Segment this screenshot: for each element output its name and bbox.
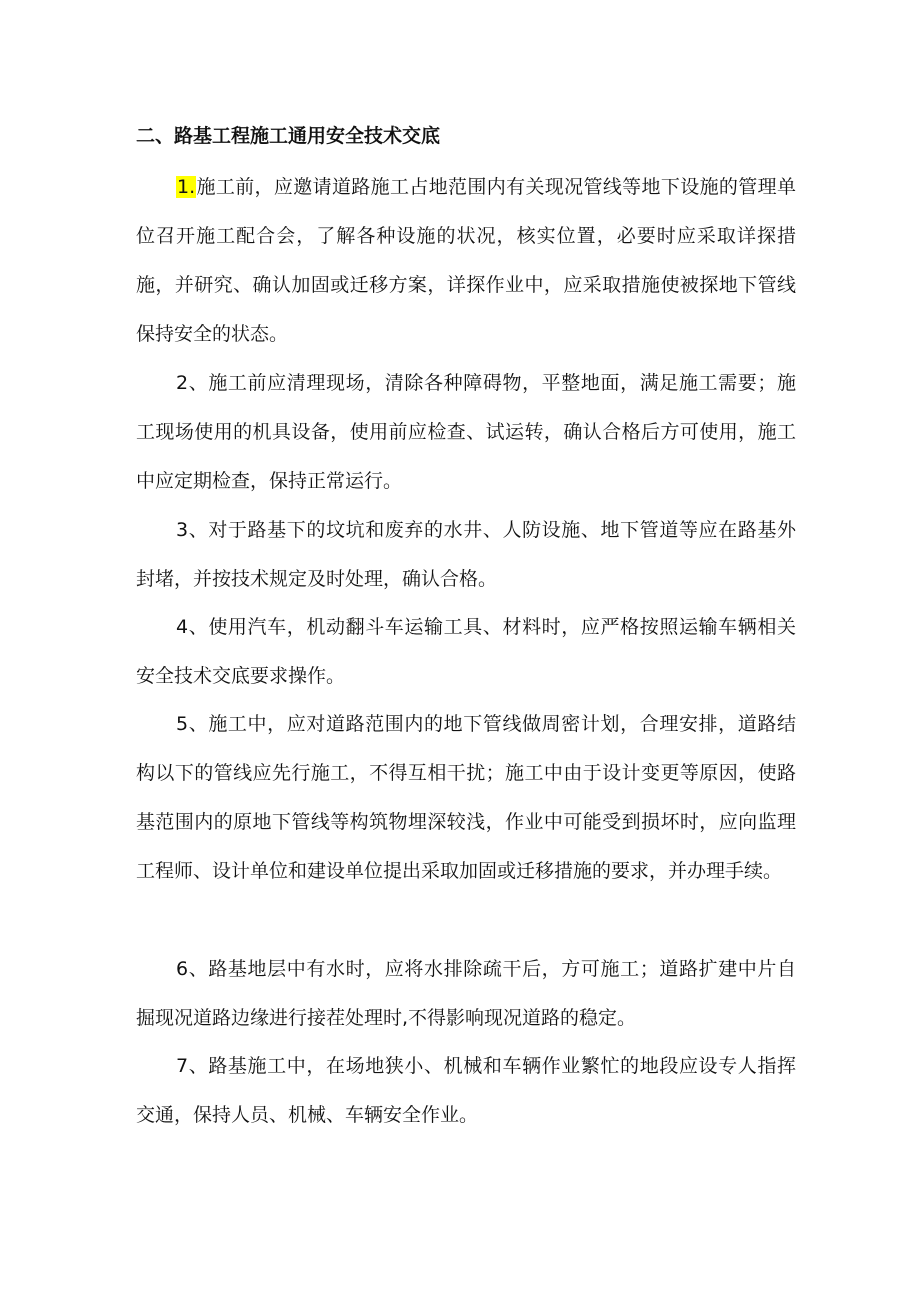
- paragraph-number: 2、: [176, 372, 209, 394]
- paragraph-text: 路基施工中，在场地狭小、机械和车辆作业繁忙的地段应设专人指挥交通，保持人员、机械、车辆安全作业。: [136, 1055, 796, 1126]
- paragraph-text: 对于路基下的坟坑和废弃的水井、人防设施、地下管道等应在路基外封堵，并按技术规定及时处理，确认合格。: [136, 519, 796, 590]
- paragraph-number: 4、: [176, 616, 209, 638]
- paragraph-4: [136, 603, 796, 701]
- paragraph-7: [136, 1042, 796, 1140]
- highlighted-number: 1.: [177, 176, 196, 198]
- paragraph-5: [136, 700, 796, 896]
- paragraph-text: 使用汽车，机动翻斗车运输工具、材料时，应严格按照运输车辆相关安全技术交底要求操作。: [136, 616, 796, 687]
- section-heading: 二、路基工程施工通用安全技术交底: [136, 125, 441, 147]
- paragraph-6: [136, 945, 796, 1043]
- paragraph-text: 路基地层中有水时，应将水排除疏干后，方可施工；道路扩建中片自掘现况道路边缘进行接茬处理时,不得影响现况道路的稳定。: [136, 958, 796, 1029]
- paragraph-number: 5、: [176, 713, 209, 735]
- paragraph-3: [136, 506, 796, 604]
- paragraph-number: 3、: [176, 519, 209, 541]
- paragraph-1: [136, 163, 796, 359]
- paragraph-2: [136, 359, 796, 506]
- paragraph-number: 6、: [176, 958, 209, 980]
- paragraph-text: 施工前，应邀请道路施工占地范围内有关现况管线等地下设施的管理单位召开施工配合会，了解各种设施的状况，核实位置，必要时应采取详探措施，并研究、确认加固或迁移方案，详探作业中，应采取措施使被探地下管线保持安全的状态。: [136, 176, 796, 345]
- paragraph-text: 施工前应清理现场，清除各种障碍物，平整地面，满足施工需要；施工现场使用的机具设备，使用前应检查、试运转，确认合格后方可使用，施工中应定期检查，保持正常运行。: [136, 372, 796, 492]
- paragraph-text: 施工中，应对道路范围内的地下管线做周密计划，合理安排，道路结构以下的管线应先行施工，不得互相干扰；施工中由于设计变更等原因，使路基范围内的原地下管线等构筑物埋深较浅，作业中可能受到损坏时，应向监理工程师、设计单位和建设单位提出采取加固或迁移措施的要求，并办理手续。: [136, 713, 796, 882]
- paragraph-number: 7、: [176, 1055, 209, 1077]
